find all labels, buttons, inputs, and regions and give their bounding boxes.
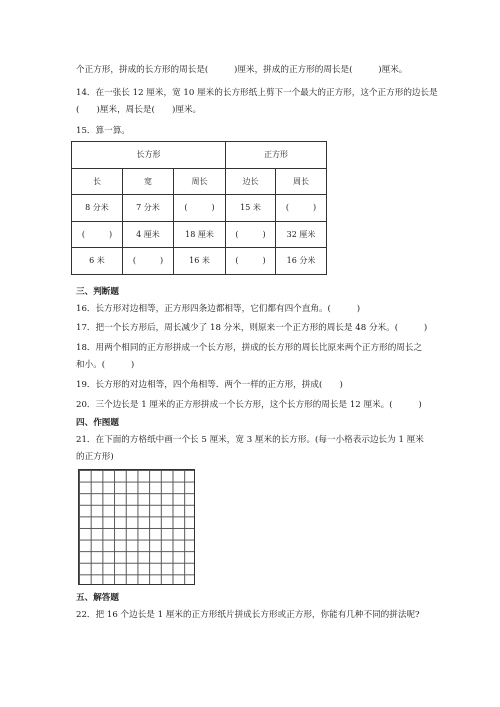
- table-cell[interactable]: ( ): [226, 221, 276, 248]
- section-answer-title: 五、解答题: [76, 593, 119, 603]
- table-cell[interactable]: ( ): [276, 195, 327, 222]
- table-cell: 6 米: [72, 248, 123, 275]
- question-21-line-2: 的正方形): [76, 452, 114, 462]
- header-square: 正方形: [226, 142, 327, 169]
- col-length: 长: [72, 168, 123, 195]
- fill-blank-continuation: 个正方形，拼成的长方形的周长是( )厘米，拼成的正方形的周长是( )厘米。: [76, 65, 408, 75]
- section-judgment-title: 三、判断题: [76, 287, 119, 297]
- question-16: 16．长方形对边相等，正方形四条边都相等，它们都有四个直角。( ): [76, 304, 361, 314]
- table-cell: 18 厘米: [174, 221, 226, 248]
- square-grid-paper[interactable]: [78, 469, 195, 585]
- question-17: 17．把一个长方形后，周长减少了 18 分米，则原来一个正方形的周长是 48 分米。( ): [76, 323, 428, 333]
- table-row: [72, 248, 327, 275]
- table-cell[interactable]: ( ): [72, 221, 123, 248]
- col-perimeter-square: 周长: [276, 168, 327, 195]
- table-row: [72, 221, 327, 248]
- table-cell[interactable]: ( ): [123, 248, 174, 275]
- question-14-line-2: ( )厘米，周长是( )厘米。: [76, 105, 202, 115]
- question-14-line-1: 14．在一张长 12 厘米，宽 10 厘米的长方形纸上剪下一个最大的正方形，这个正方形的边长是: [76, 88, 438, 98]
- question-15-title: 15．算一算。: [76, 126, 130, 136]
- question-19: 19．长方形的对边相等，四个角相等．两个一样的正方形，拼成( ): [76, 380, 343, 390]
- table-cell[interactable]: ( ): [174, 195, 226, 222]
- col-perimeter: 周长: [174, 168, 226, 195]
- question-22: 22．把 16 个边长是 1 厘米的正方形纸片拼成长方形或正方形，你能有几种不同的拼法呢?: [76, 610, 420, 620]
- col-side: 边长: [226, 168, 276, 195]
- header-rectangle: 长方形: [72, 142, 226, 169]
- question-21-line-1: 21．在下面的方格纸中画一个长 5 厘米，宽 3 厘米的长方形。(每一小格表示边长为 1 厘米: [76, 435, 424, 445]
- col-width: 宽: [123, 168, 174, 195]
- calculation-table: [71, 141, 327, 275]
- table-cell: 4 厘米: [123, 221, 174, 248]
- table-cell[interactable]: ( ): [226, 248, 276, 275]
- table-cell: 32 厘米: [276, 221, 327, 248]
- table-cell: 15 米: [226, 195, 276, 222]
- table-cell: 8 分米: [72, 195, 123, 222]
- question-18-line-2: 和小。( ): [76, 360, 135, 370]
- question-20: 20．三个边长是 1 厘米的正方形拼成一个长方形，这个长方形的周长是 12 厘米。( ): [76, 400, 422, 410]
- table-cell: 16 分米: [276, 248, 327, 275]
- question-18-line-1: 18．用两个相同的正方形拼成一个长方形，拼成的长方形的周长比原来两个正方形的周长之: [76, 343, 423, 353]
- section-drawing-title: 四、作图题: [76, 418, 119, 428]
- table-row: [72, 195, 327, 222]
- table-cell: 7 分米: [123, 195, 174, 222]
- table-cell: 16 米: [174, 248, 226, 275]
